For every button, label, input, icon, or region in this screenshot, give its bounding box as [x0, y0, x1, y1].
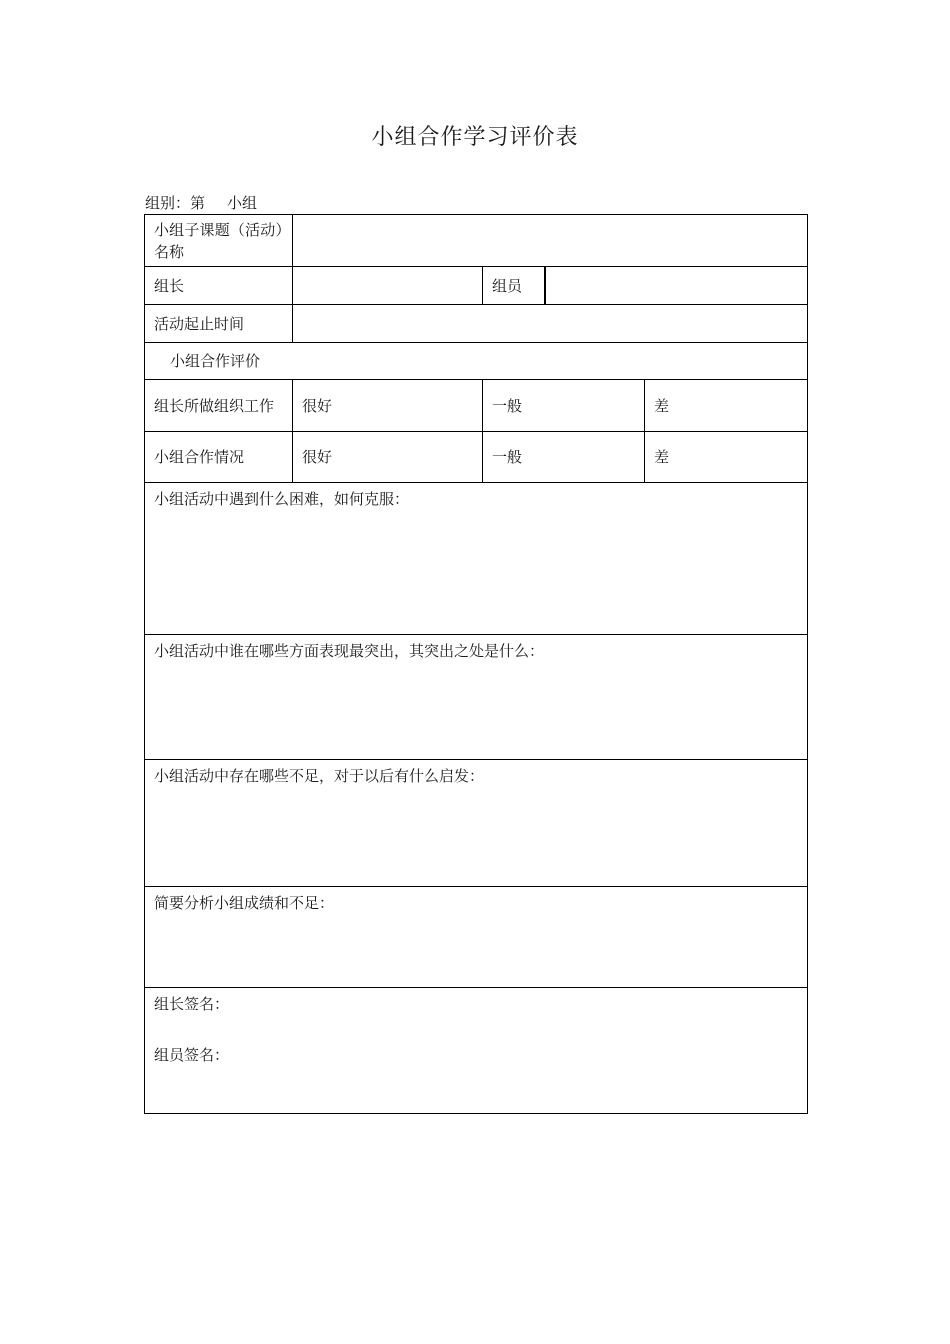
row-difficulty [145, 483, 808, 635]
outstanding-question[interactable]: 小组活动中谁在哪些方面表现最突出，其突出之处是什么： [145, 635, 808, 760]
row-signatures [145, 988, 808, 1114]
row-shortcoming [145, 760, 808, 887]
signature-cell[interactable] [145, 988, 808, 1114]
subject-label: 小组子课题（活动）名称 [145, 215, 293, 267]
difficulty-question[interactable]: 小组活动中遇到什么困难，如何克服： [145, 483, 808, 635]
group-label: 组别：第 [145, 194, 206, 212]
cooperation-average[interactable]: 一般 [483, 432, 645, 483]
group-suffix: 小组 [227, 194, 258, 212]
time-field[interactable] [293, 305, 808, 343]
member-signature-label: 组员签名： [154, 1046, 230, 1064]
org-work-good[interactable]: 很好 [293, 380, 483, 432]
row-cooperation [145, 432, 808, 483]
evaluation-table [144, 214, 808, 1114]
org-work-poor[interactable]: 差 [645, 380, 808, 432]
member-field[interactable] [545, 267, 808, 305]
row-evaluation-header [145, 343, 808, 380]
group-line [145, 192, 257, 213]
analysis-question[interactable]: 简要分析小组成绩和不足： [145, 887, 808, 988]
org-work-average[interactable]: 一般 [483, 380, 645, 432]
leader-signature-label: 组长签名： [154, 995, 230, 1013]
cooperation-label: 小组合作情况 [145, 432, 293, 483]
evaluation-header: 小组合作评价 [145, 343, 808, 380]
row-time [145, 305, 808, 343]
row-org-work [145, 380, 808, 432]
leader-field[interactable] [293, 267, 483, 305]
time-label: 活动起止时间 [145, 305, 293, 343]
subject-field[interactable] [293, 215, 808, 267]
cooperation-good[interactable]: 很好 [293, 432, 483, 483]
row-analysis [145, 887, 808, 988]
member-label: 组员 [483, 267, 545, 305]
leader-label: 组长 [145, 267, 293, 305]
org-work-label: 组长所做组织工作 [145, 380, 293, 432]
row-subject [145, 215, 808, 267]
row-outstanding [145, 635, 808, 760]
row-leader-member [145, 267, 808, 305]
cooperation-poor[interactable]: 差 [645, 432, 808, 483]
form-title: 小组合作学习评价表 [371, 125, 579, 150]
shortcoming-question[interactable]: 小组活动中存在哪些不足，对于以后有什么启发： [145, 760, 808, 887]
